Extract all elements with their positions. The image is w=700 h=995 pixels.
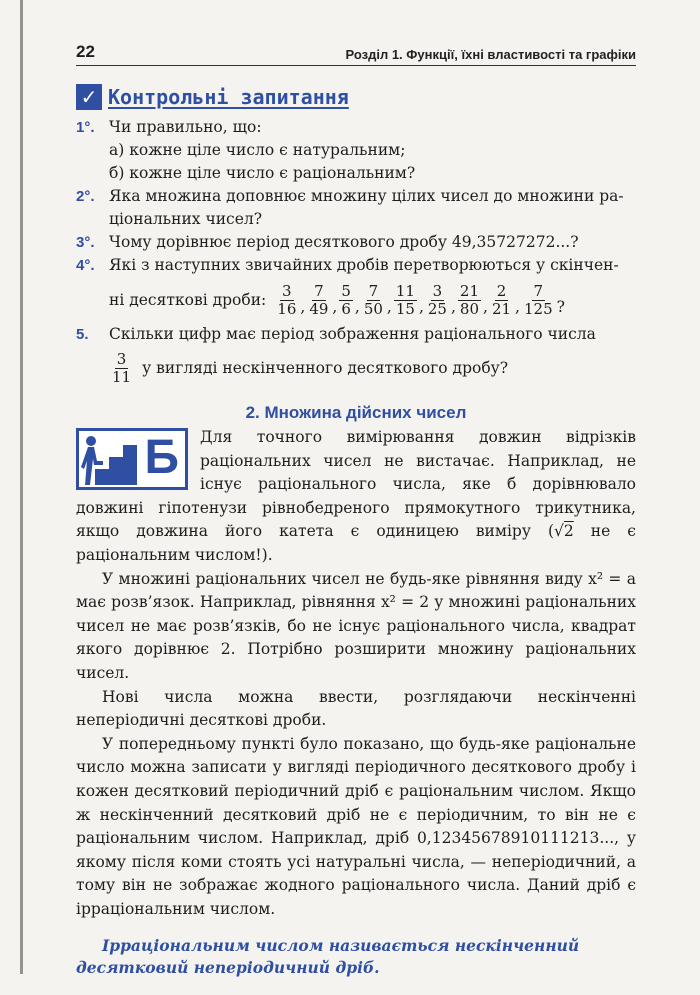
denominator: 125: [523, 299, 553, 318]
fractions-line: ні десяткові дроби: $\frac{3}{16}$ , $\frac{7}{49}$ , $\frac{5}{6}$ , $\frac{7}{50}$ , $\frac{11}{15}$ , $\frac{3}{25}$ , $\frac{21}{80}$ , $\frac{2}{21}$ , $\frac{7}{125}$ ?: [109, 281, 565, 318]
denominator: 11: [112, 367, 132, 386]
numerator: 21: [459, 281, 480, 300]
paragraph-4: У попередньому пункті було показано, що будь-яке раціональне число можна записати у вигляді періодичного десяткового дробу і кожен десятковий періодичний дріб є раціональним числом. Якщо ж нескінченний десятковий дріб не є періодичним, то він не є раціональним числом. Наприклад, дріб 0,12345678910111213..., у якому після коми стоять усі натуральні числа, — неперіодичний, а тому він не зображає жодного раціонального числа. Даний дріб є ірраціональним числом.: [76, 734, 636, 918]
fraction: [458, 283, 481, 318]
denominator: 25: [427, 299, 447, 318]
question-number: 3°.: [76, 234, 95, 251]
question-4: [76, 254, 636, 323]
fraction: [394, 283, 417, 318]
denominator: 15: [395, 299, 415, 318]
fraction: [307, 283, 330, 318]
question-number: 1°.: [76, 119, 95, 136]
question-number: 5.: [76, 326, 89, 343]
question-3: [76, 231, 636, 254]
level-letter: Б: [144, 431, 179, 484]
question-line: Які з наступних звичайних дробів перетворюються у скінчен-: [109, 256, 619, 274]
numerator: 3: [432, 281, 443, 300]
question-1: [76, 116, 636, 185]
page-spine: [20, 0, 23, 974]
question-line: Яка множина доповнює множину цілих чисел до множини ра-: [109, 187, 624, 205]
question-2: [76, 185, 636, 231]
numerator: 7: [314, 281, 324, 300]
numerator: 2: [496, 281, 507, 300]
question-line: Чи правильно, що:: [109, 118, 262, 136]
paragraph-3: Нові числа можна ввести, розглядаючи нескінченні неперіодичні десяткові дроби.: [76, 687, 636, 730]
running-title: Розділ 1. Функції, їхні властивості та графіки: [345, 47, 636, 62]
paragraph-1-text: Для точного вимірювання довжин відрізків раціональних чисел не вистачає. Наприклад, не існує раціонального числа, яке б дорівнювало довжині гіпотенузи рівнобедреного прямокутного трикутника, якщо довжина його катета є одиницею виміру (: [76, 428, 636, 541]
paragraph-2: У множині раціональних чисел не будь-яке рівняння виду x² = a має розв’язок. Наприклад, рівняння x² = 2 у множині раціональних чисел не має розв’язків, бо не існує раціонального числа, квадрат якого дорівнює 2. Потрібно розширити множину раціональних чисел.: [76, 569, 636, 682]
denominator: 49: [309, 299, 329, 318]
denominator: 6: [341, 299, 351, 318]
fraction-line: [109, 346, 636, 390]
question-5: [76, 323, 636, 390]
numerator: 7: [533, 281, 544, 300]
level-b-icon: [76, 428, 188, 490]
fraction: [110, 351, 133, 386]
sqrt-value: 2: [563, 522, 574, 541]
question-number: 4°.: [76, 257, 95, 274]
fractions-prefix: ні десяткові дроби:: [109, 290, 267, 309]
question-number: 2°.: [76, 188, 95, 205]
fraction: [339, 283, 353, 318]
question-line: у вигляді нескінченного десяткового дробу?: [142, 358, 509, 377]
paragraph-1-end: не є раціональним числом!).: [76, 522, 636, 564]
stairs-figure-icon: [81, 431, 141, 487]
question-line: а) кожне ціле число є натуральним;: [109, 141, 406, 159]
fraction: [490, 283, 513, 318]
control-questions-title: Контрольні запитання: [108, 85, 349, 109]
page-header: [76, 38, 636, 66]
sqrt-symbol: √: [554, 522, 564, 541]
fraction: [275, 283, 298, 318]
numerator: 5: [341, 281, 351, 300]
fraction: [426, 283, 449, 318]
section-2-body: [76, 426, 636, 979]
questions-list: [76, 116, 636, 390]
fractions-suffix: ?: [556, 297, 565, 316]
denominator: 80: [459, 299, 480, 318]
denominator: 16: [277, 299, 297, 318]
fraction: [522, 283, 555, 318]
numerator: 11: [395, 281, 415, 300]
control-questions-heading: [76, 82, 636, 112]
book-page: [76, 38, 636, 995]
question-line: ціональних чисел?: [109, 210, 263, 228]
section-2-title: 2. Множина дійсних чисел: [245, 403, 467, 422]
question-line: б) кожне ціле число є раціональним?: [109, 164, 416, 182]
question-line: Скільки цифр має період зображення раціонального числа: [109, 325, 596, 343]
checkmark-icon: ✓: [76, 84, 102, 110]
denominator: 21: [491, 299, 512, 318]
denominator: 50: [363, 299, 383, 318]
fraction: [362, 283, 385, 318]
numerator: 3: [116, 349, 127, 368]
irrational-definition: Ірраціональним числом називається нескінченний десятковий неперіодичний дріб.: [76, 936, 580, 978]
page-number: 22: [76, 42, 95, 61]
numerator: 3: [282, 281, 292, 300]
question-line: Чому дорівнює період десяткового дробу 49,35727272...?: [109, 233, 579, 251]
numerator: 7: [368, 281, 379, 300]
